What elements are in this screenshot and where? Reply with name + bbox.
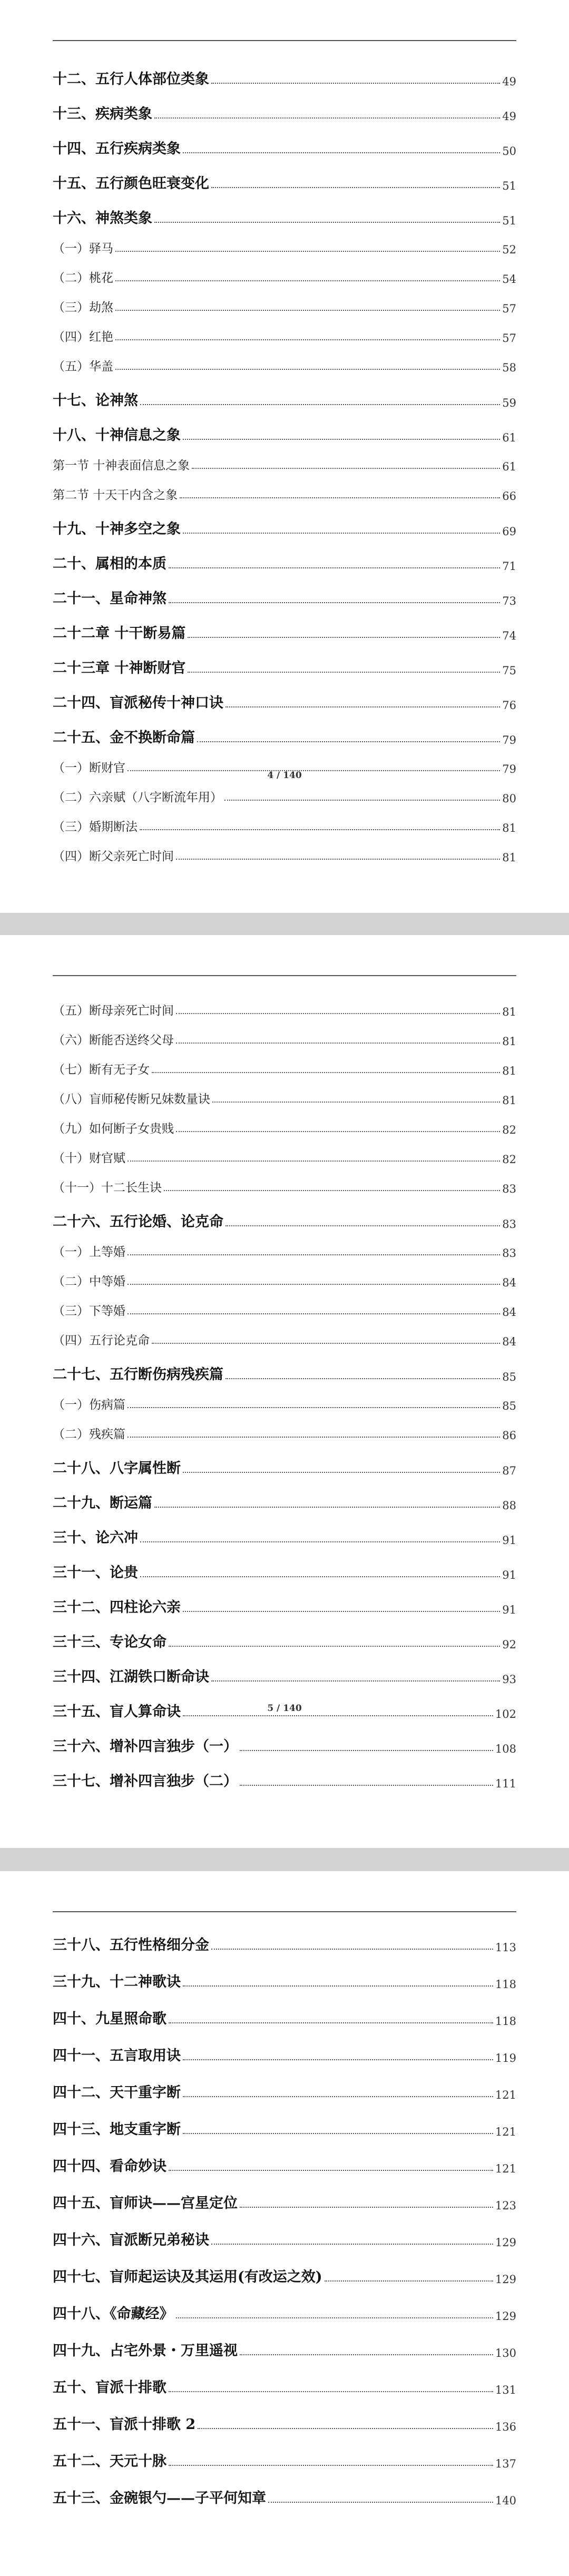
toc-entry-title: （三）婚期断法 [53,820,138,834]
toc-entry-title: 四十二、天干重字断 [53,2085,181,2101]
header-rule [53,40,516,41]
header-rule [53,975,516,976]
toc-entry-page-number: 137 [495,2457,516,2470]
toc-entry-page-number: 91 [502,1604,516,1616]
toc-entry[interactable] [53,587,516,607]
dot-leader [192,468,500,469]
toc-entry-title: 五十、盲派十排歌 [53,2380,166,2396]
dot-leader [211,83,500,84]
toc-entry-page-number: 79 [502,734,516,746]
toc-entry-title: 十四、五行疾病类象 [53,141,181,157]
dot-leader [176,1043,500,1044]
toc-entry-title: 四十六、盲派断兄弟秘诀 [53,2232,209,2248]
toc-entry-title: 五十三、金碗银勺——子平何知章 [53,2490,266,2506]
toc-entry[interactable] [53,1395,516,1412]
toc-entry-page-number: 113 [495,1941,516,1954]
toc-entry[interactable] [53,2228,516,2249]
dot-leader [240,2207,493,2208]
page-footer: 4 / 140 [267,770,302,781]
dot-leader [154,117,500,119]
dot-leader [183,533,500,534]
toc-entry-page-number: 118 [495,1978,516,1991]
toc-entry-page-number: 129 [495,2236,516,2249]
toc-entry-page-number: 81 [502,1065,516,1077]
toc-entry-page-number: 54 [502,273,516,286]
toc-entry[interactable] [53,691,516,712]
toc-entry-page-number: 66 [502,490,516,503]
toc-entry[interactable] [53,517,516,538]
dot-leader [164,1190,500,1191]
toc-entry-page-number: 91 [502,1569,516,1581]
dot-leader [183,2096,493,2097]
dot-leader [183,152,500,153]
dot-leader [240,1785,493,1786]
dot-leader [127,1407,500,1408]
dot-leader [140,1576,500,1577]
toc-entry-page-number: 81 [502,851,516,864]
toc-entry-page-number: 61 [502,431,516,444]
dot-leader [169,2465,493,2466]
page-footer: 5 / 140 [267,1703,302,1714]
toc-entry[interactable] [53,1665,516,1686]
dot-leader [225,1225,500,1226]
toc-entry-title: 四十九、占宅外景・万里遥视 [53,2343,238,2359]
toc-entry[interactable] [53,1089,516,1107]
toc-entry-title: 三十六、增补四言独步（一） [53,1738,238,1755]
toc-entry-page-number: 121 [495,2126,516,2138]
toc-entry-title: 四十五、盲师诀——宫星定位 [53,2195,238,2211]
toc-entry[interactable] [53,726,516,746]
toc-entry-title: 二十九、断运篇 [53,1495,152,1511]
toc-entry-page-number: 88 [502,1499,516,1512]
toc-entry[interactable] [53,1119,516,1136]
toc-entry-page-number: 84 [502,1335,516,1348]
toc-entry-page-number: 123 [495,2199,516,2212]
toc-entry[interactable] [53,2339,516,2359]
toc-entry-title: （四）断父亲死亡时间 [53,850,174,863]
toc-entry-title: （二）中等婚 [53,1275,125,1289]
toc-entry-page-number: 129 [495,2273,516,2286]
toc-entry[interactable] [53,207,516,227]
toc-entry-title: 第二节 十天干内含之象 [53,488,178,502]
toc-entry[interactable] [53,1561,516,1581]
toc-entry[interactable] [53,2044,516,2064]
toc-entry[interactable] [53,1424,516,1442]
toc-entry-title: 四十一、五言取用诀 [53,2048,181,2064]
toc-entry-page-number: 108 [495,1743,516,1755]
toc-entry-page-number: 58 [502,361,516,374]
toc-entry[interactable] [53,1735,516,1755]
dot-leader [197,741,500,742]
dot-leader [176,1013,500,1014]
toc-entry[interactable] [53,622,516,642]
toc-entry-page-number: 75 [502,664,516,677]
toc-entry-title: （一）驿马 [53,242,113,255]
dot-leader [188,637,500,638]
dot-leader [140,1541,500,1542]
toc-entry-title: 二十八、八字属性断 [53,1460,181,1477]
toc-entry[interactable] [53,172,516,192]
toc-entry[interactable] [53,1272,516,1289]
dot-leader [140,829,500,830]
toc-entry-title: 三十四、江湖铁口断命诀 [53,1669,209,1685]
toc-entry-page-number: 136 [495,2421,516,2433]
toc-entry-page-number: 85 [502,1371,516,1383]
toc-entry-page-number: 73 [502,595,516,607]
toc-entry-page-number: 131 [495,2384,516,2396]
toc-entry[interactable] [53,67,516,88]
dot-leader [176,1131,500,1132]
toc-entry[interactable] [53,485,516,503]
toc-entry-title: （五）华盖 [53,360,113,373]
toc-entry-title: （一）伤病篇 [53,1398,125,1412]
toc-entry-title: 四十四、看命妙诀 [53,2158,166,2175]
toc-entry-page-number: 51 [502,180,516,192]
dot-leader [188,672,500,673]
toc-entry-title: 十三、疾病类象 [53,106,152,122]
toc-entry-page-number: 57 [502,302,516,315]
toc-entry-page-number: 82 [502,1124,516,1136]
toc-entry[interactable] [53,456,516,473]
toc-entry-title: 十七、论神煞 [53,392,138,409]
dot-leader [154,222,500,223]
toc-entry[interactable] [53,656,516,677]
toc-entry-title: 四十八、《命藏经》 [53,2306,174,2322]
toc-entry-title: 三十八、五行性格细分金 [53,1937,209,1953]
toc-entry[interactable] [53,357,516,374]
toc-entry-title: （三）劫煞 [53,301,113,314]
toc-entry[interactable] [53,1210,516,1231]
toc-entry-page-number: 84 [502,1306,516,1319]
toc-entry-page-number: 83 [502,1218,516,1231]
dot-leader [198,2428,493,2429]
toc-entry-page-number: 92 [502,1638,516,1651]
toc-entry-title: 五十一、盲派十排歌 2 [53,2416,196,2433]
toc-entry-page-number: 87 [502,1464,516,1477]
toc-entry[interactable] [53,298,516,315]
toc-entry-title: 十二、五行人体部位类象 [53,71,209,87]
toc-entry-page-number: 69 [502,525,516,538]
toc-entry[interactable] [53,1301,516,1319]
toc-entry-title: （三）下等婚 [53,1304,125,1318]
toc-entry-title: 十八、十神信息之象 [53,427,181,444]
toc-entry[interactable] [53,1148,516,1166]
dot-leader [127,1437,500,1438]
dot-leader [115,310,500,311]
toc-entry-title: 三十三、专论女命 [53,1634,166,1650]
toc-entry[interactable] [53,1030,516,1048]
toc-entry-title: 三十七、增补四言独步（二） [53,1773,238,1790]
toc-entry-title: 二十五、金不换断命篇 [53,730,195,746]
toc-entry-page-number: 102 [495,1708,516,1720]
toc-entry[interactable] [53,2081,516,2101]
toc-entry-title: 二十六、五行论婚、论克命 [53,1214,223,1230]
toc-entry-page-number: 82 [502,1153,516,1166]
toc-entry-title: （四）五行论克命 [53,1334,150,1348]
dot-leader [224,800,500,801]
dot-leader [211,2244,493,2245]
document-page-5 [0,935,569,1848]
toc-entry[interactable] [53,137,516,158]
toc-entry[interactable] [53,2007,516,2028]
toc-entry-page-number: 130 [495,2347,516,2359]
toc-entry-title: 三十二、四柱论六亲 [53,1599,181,1616]
dot-leader [212,1102,500,1103]
header-rule [53,1911,516,1912]
toc-entry[interactable] [53,2118,516,2138]
toc-entry[interactable] [53,239,516,256]
toc-entry-page-number: 81 [502,822,516,834]
toc-entry[interactable] [53,2450,516,2470]
toc-entry-title: （十一）十二长生诀 [53,1181,162,1195]
toc-entry-title: 十五、五行颜色旺衰变化 [53,175,209,192]
toc-entry-title: （五）断母亲死亡时间 [53,1004,174,1018]
toc-entry[interactable] [53,788,516,805]
toc-entry-title: （一）断财官 [53,761,125,775]
toc-entry-title: 二十、属相的本质 [53,556,166,572]
toc-entry[interactable] [53,2155,516,2175]
toc-entry-page-number: 86 [502,1429,516,1442]
toc-entry[interactable] [53,817,516,834]
toc-entry-page-number: 59 [502,397,516,409]
toc-entry[interactable] [53,2265,516,2286]
toc-entry-title: （二）残疾篇 [53,1428,125,1441]
toc-entry-title: 十六、神煞类象 [53,210,152,227]
toc-entry-title: （二）桃花 [53,271,113,285]
toc-entry-page-number: 121 [495,2162,516,2175]
toc-entry-page-number: 140 [495,2494,516,2507]
toc-entry[interactable] [53,268,516,286]
toc-entry[interactable] [53,424,516,444]
dot-leader [325,2280,493,2282]
dot-leader [169,1646,500,1647]
toc-entry-page-number: 93 [502,1673,516,1686]
dot-leader [169,2170,493,2171]
toc-entry-title: 四十七、盲师起运诀及其运用(有改运之效) [53,2269,322,2285]
toc-entry-title: （七）断有无子女 [53,1063,150,1077]
toc-entry[interactable] [53,1630,516,1651]
dot-leader [127,1313,500,1314]
toc-entry-page-number: 119 [495,2052,516,2064]
dot-leader [152,1072,500,1073]
toc-entry[interactable] [53,102,516,123]
toc-entry[interactable] [53,389,516,409]
toc-entry[interactable] [53,552,516,573]
dot-leader [240,2354,493,2355]
toc-entry-title: （二）六亲赋（八字断流年用） [53,791,222,804]
toc-entry-page-number: 91 [502,1534,516,1547]
toc-entry[interactable] [53,1457,516,1477]
toc-entry-title: 五十二、天元十脉 [53,2453,166,2470]
toc-entry-title: 二十四、盲派秘传十神口诀 [53,695,223,711]
toc-entry-page-number: 83 [502,1183,516,1195]
dot-leader [127,1284,500,1285]
toc-entry[interactable] [53,1331,516,1348]
toc-entry[interactable] [53,1363,516,1383]
dot-leader [183,2059,493,2060]
dot-leader [169,2022,493,2023]
dot-leader [183,2133,493,2134]
toc-entry-title: （四）红艳 [53,330,113,344]
dot-leader [176,2317,493,2318]
toc-entry-page-number: 111 [495,1777,516,1790]
toc-entry-page-number: 52 [502,243,516,256]
dot-leader [268,2502,493,2503]
toc-entry-title: 二十二章 十干断易篇 [53,625,186,642]
dot-leader [240,1750,493,1751]
dot-leader [183,1715,493,1716]
dot-leader [180,497,500,498]
toc-entry-title: 四十、九星照命歌 [53,2011,166,2027]
toc-entry-title: （一）上等婚 [53,1245,125,1259]
toc-entry-title: 第一节 十神表面信息之象 [53,459,190,473]
document-page-4 [0,0,569,913]
dot-leader [115,280,500,281]
dot-leader [183,439,500,440]
toc-entry[interactable] [53,847,516,864]
toc-entry-title: （十）财官赋 [53,1152,125,1165]
toc-entry[interactable] [53,1933,516,1954]
toc-entry[interactable] [53,327,516,345]
toc-entry-page-number: 129 [495,2310,516,2323]
dot-leader [154,1507,500,1508]
dot-leader [115,251,500,252]
toc-entry-title: 三十、论六冲 [53,1530,138,1546]
toc-entry-title: 十九、十神多空之象 [53,521,181,537]
dot-leader [211,1949,493,1950]
toc-entry-page-number: 51 [502,214,516,227]
toc-entry[interactable] [53,1769,516,1790]
toc-entry-page-number: 49 [502,75,516,88]
toc-entry[interactable] [53,1491,516,1512]
dot-leader [176,859,500,860]
toc-entry-title: （九）如何断子女贵贱 [53,1122,174,1136]
dot-leader [225,1378,500,1379]
toc-entry-title: 三十九、十二神歌诀 [53,1974,181,1990]
toc-entry-page-number: 61 [502,460,516,473]
toc-entry-page-number: 83 [502,1247,516,1260]
toc-entry-title: 三十五、盲人算命诀 [53,1704,181,1720]
toc-entry[interactable] [53,1970,516,1991]
toc-entry[interactable] [53,1242,516,1260]
toc-entry[interactable] [53,2413,516,2433]
dot-leader [152,1343,500,1344]
toc-entry-page-number: 81 [502,1094,516,1107]
document-page-6 [0,1871,569,2576]
dot-leader [183,1472,500,1473]
toc-entry-page-number: 118 [495,2015,516,2028]
dot-leader [183,1611,500,1612]
toc-entry-page-number: 76 [502,699,516,712]
toc-entry-page-number: 84 [502,1276,516,1289]
toc-entry-page-number: 71 [502,560,516,573]
toc-entry-page-number: 121 [495,2089,516,2101]
dot-leader [127,1254,500,1255]
toc-entry-page-number: 57 [502,332,516,345]
toc-entry[interactable] [53,1060,516,1077]
toc-entry-page-number: 50 [502,145,516,158]
dot-leader [183,1985,493,1987]
toc-entry[interactable] [53,1001,516,1018]
toc-entry[interactable] [53,1596,516,1616]
dot-leader [169,567,500,568]
toc-entry-page-number: 80 [502,792,516,805]
toc-entry[interactable] [53,2486,516,2507]
toc-entry-title: 二十一、星命神煞 [53,591,166,607]
toc-entry[interactable] [53,2302,516,2323]
dot-leader [225,706,500,707]
toc-entry-title: 四十三、地支重字断 [53,2121,181,2138]
dot-leader [169,602,500,603]
dot-leader [211,187,500,188]
toc-entry-page-number: 79 [502,763,516,775]
dot-leader [127,1161,500,1162]
dot-leader [140,404,500,405]
toc-entry-page-number: 74 [502,630,516,642]
dot-leader [211,1680,500,1682]
toc-entry-title: （六）断能否送终父母 [53,1034,174,1047]
toc-entry-page-number: 49 [502,110,516,123]
toc-entry[interactable] [53,2376,516,2396]
dot-leader [169,2391,493,2392]
toc-entry-title: （八）盲师秘传断兄妹数量诀 [53,1093,210,1106]
dot-leader [115,369,500,370]
dot-leader [115,339,500,340]
toc-entry-page-number: 81 [502,1035,516,1048]
toc-entry[interactable] [53,2191,516,2212]
toc-entry-title: 三十一、论贵 [53,1565,138,1581]
toc-entry-page-number: 81 [502,1006,516,1018]
toc-entry-page-number: 85 [502,1400,516,1412]
toc-entry-title: 二十七、五行断伤病残疾篇 [53,1366,223,1383]
toc-entry[interactable] [53,1526,516,1547]
toc-entry[interactable] [53,1178,516,1195]
toc-entry-title: 二十三章 十神断财官 [53,660,186,676]
